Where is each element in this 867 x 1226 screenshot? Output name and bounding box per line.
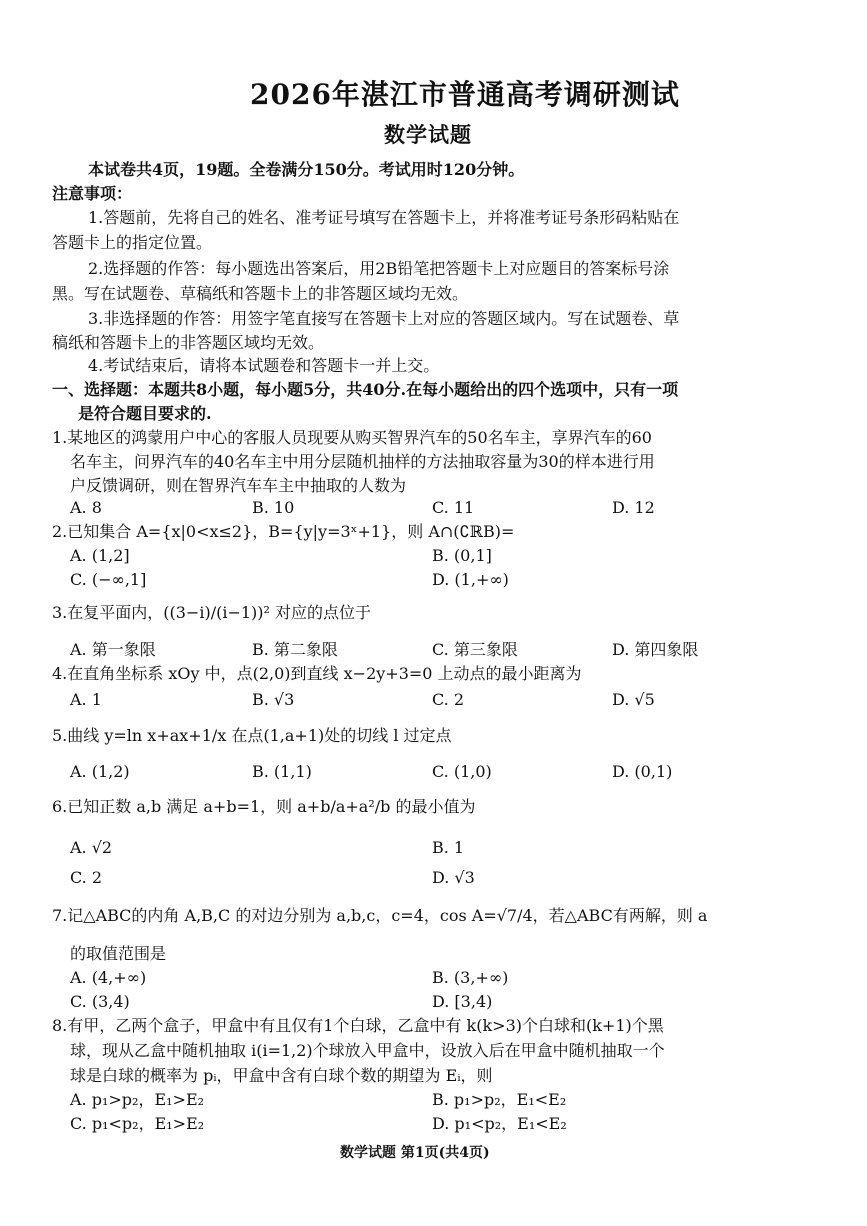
question-3-option-a: A. 第一象限 xyxy=(70,640,156,659)
notice-line: 答题卡上的指定位置。 xyxy=(52,233,213,252)
exam-subtitle: 数学试题 xyxy=(384,122,472,147)
question-7-option-d: D. [3,4) xyxy=(432,992,493,1011)
question-4-option-a: A. 1 xyxy=(70,690,102,709)
question-8-option-c: C. p₁<p₂，E₁>E₂ xyxy=(70,1114,205,1133)
question-6-option-a: A. √2 xyxy=(70,838,113,857)
exam-info: 本试卷共4页，19题。全卷满分150分。考试用时120分钟。 xyxy=(88,160,525,179)
question-4-option-c: C. 2 xyxy=(432,690,465,709)
section-heading-cont: 是符合题目要求的. xyxy=(78,404,212,423)
exam-title: 2026年湛江市普通高考调研测试 xyxy=(250,78,680,111)
notice-line: 2.选择题的作答：每小题选出答案后，用2B铅笔把答题卡上对应题目的答案标号涂 xyxy=(88,259,670,278)
question-8-text: 球是白球的概率为 pᵢ，甲盒中含有白球个数的期望为 Eᵢ，则 xyxy=(70,1066,493,1085)
question-8-option-b: B. p₁>p₂，E₁<E₂ xyxy=(432,1090,567,1109)
question-1-option-d: D. 12 xyxy=(612,498,655,517)
question-3-option-c: C. 第三象限 xyxy=(432,640,518,659)
question-3-option-d: D. 第四象限 xyxy=(612,640,699,659)
question-5-option-a: A. (1,2) xyxy=(70,762,130,781)
question-3-option-b: B. 第二象限 xyxy=(252,640,338,659)
question-4-option-b: B. √3 xyxy=(252,690,295,709)
question-7-option-a: A. (4,+∞) xyxy=(70,968,147,987)
question-8-option-d: D. p₁<p₂，E₁<E₂ xyxy=(432,1114,567,1133)
notice-line: 稿纸和答题卡上的非答题区域均无效。 xyxy=(52,333,325,352)
section-heading: 一、选择题：本题共8小题，每小题5分，共40分.在每小题给出的四个选项中，只有一项 xyxy=(52,380,679,399)
question-5-option-c: C. (1,0) xyxy=(432,762,492,781)
question-3-text: 3.在复平面内，((3−i)/(i−1))² 对应的点位于 xyxy=(52,603,372,622)
question-7-option-c: C. (3,4) xyxy=(70,992,130,1011)
question-1-text: 户反馈调研，则在智界汽车车主中抽取的人数为 xyxy=(70,476,407,495)
question-2-option-b: B. (0,1] xyxy=(432,546,492,565)
notice-line: 4.考试结束后，请将本试题卷和答题卡一并上交。 xyxy=(88,356,440,375)
question-8-text: 8.有甲，乙两个盒子，甲盒中有且仅有1个白球，乙盒中有 k(k>3)个白球和(k+1)个黑 xyxy=(52,1016,664,1035)
notice-line: 1.答题前，先将自己的姓名、准考证号填写在答题卡上，并将准考证号条形码粘贴在 xyxy=(88,208,680,227)
question-5-option-d: D. (0,1) xyxy=(612,762,673,781)
question-2-option-d: D. (1,+∞) xyxy=(432,570,509,589)
question-1-option-b: B. 10 xyxy=(252,498,295,517)
question-2-option-a: A. (1,2] xyxy=(70,546,130,565)
question-1-text: 1.某地区的鸿蒙用户中心的客服人员现要从购买智界汽车的50名车主，享界汽车的60 xyxy=(52,428,652,447)
question-2-text: 2.已知集合 A={x|0<x≤2}，B={y|y=3ˣ+1}，则 A∩(∁ℝB)= xyxy=(52,522,515,541)
question-5-option-b: B. (1,1) xyxy=(252,762,312,781)
question-7-option-b: B. (3,+∞) xyxy=(432,968,509,987)
notice-line: 3.非选择题的作答：用签字笔直接写在答题卡上对应的答题区域内。写在试题卷、草 xyxy=(88,309,680,328)
question-6-option-c: C. 2 xyxy=(70,868,103,887)
question-6-option-b: B. 1 xyxy=(432,838,465,857)
question-2-option-c: C. (−∞,1] xyxy=(70,570,147,589)
question-8-option-a: A. p₁>p₂，E₁>E₂ xyxy=(70,1090,205,1109)
question-1-text: 名车主，问界汽车的40名车主中用分层随机抽样的方法抽取容量为30的样本进行用 xyxy=(70,452,655,471)
question-8-text: 球，现从乙盒中随机抽取 i(i=1,2)个球放入甲盒中，设放入后在甲盒中随机抽取一个 xyxy=(70,1041,665,1060)
question-5-text: 5.曲线 y=ln x+ax+1/x 在点(1,a+1)处的切线 l 过定点 xyxy=(52,726,452,745)
question-1-option-a: A. 8 xyxy=(70,498,102,517)
question-1-option-c: C. 11 xyxy=(432,498,475,517)
question-6-text: 6.已知正数 a,b 满足 a+b=1，则 a+b/a+a²/b 的最小值为 xyxy=(52,797,476,816)
question-4-option-d: D. √5 xyxy=(612,690,655,709)
question-7-text: 的取值范围是 xyxy=(70,944,167,963)
question-7-text: 7.记△ABC的内角 A,B,C 的对边分别为 a,b,c，c=4，cos A=√7/4，若△ABC有两解，则 a xyxy=(52,906,708,925)
page-footer: 数学试题 第1页(共4页) xyxy=(340,1145,490,1161)
notice-heading: 注意事项： xyxy=(52,184,133,203)
question-6-option-d: D. √3 xyxy=(432,868,475,887)
notice-line: 黑。写在试题卷、草稿纸和答题卡上的非答题区域均无效。 xyxy=(52,284,469,303)
question-4-text: 4.在直角坐标系 xOy 中，点(2,0)到直线 x−2y+3=0 上动点的最小距离为 xyxy=(52,664,582,683)
